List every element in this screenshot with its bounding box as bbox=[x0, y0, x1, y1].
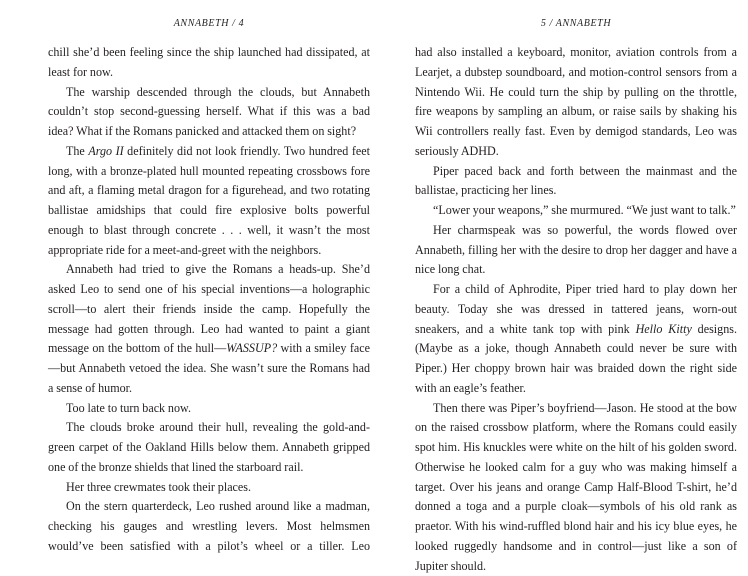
paragraph bbox=[415, 43, 737, 162]
italic-text: Argo II bbox=[88, 144, 123, 158]
text-run: Piper paced back and forth between the mainmast and the ballistae, practicing her lines. bbox=[415, 164, 737, 198]
text-run: “Lower your weapons,” she murmured. “We just want to talk.” bbox=[433, 203, 736, 217]
paragraph bbox=[415, 399, 737, 576]
paragraph bbox=[48, 399, 370, 419]
italic-text: Hello Kitty bbox=[636, 322, 692, 336]
text-run: definitely did not look friendly. Two hundred feet long, with a bronze-plated hull mounted repeating crossbows fore and aft, a flaming metal dragon for a figurehead, and two rotating ballistae amidships that could fire explosive bolts powerful enough to blast through concrete . . . well, it wasn’t the most appropriate ride for a meet-and-greet with the neighbors. bbox=[48, 144, 370, 257]
paragraph bbox=[48, 83, 370, 142]
paragraph bbox=[415, 162, 737, 202]
paragraph bbox=[48, 43, 370, 83]
text-run: The clouds broke around their hull, revealing the gold-and-green carpet of the Oakland Hills below them. Annabeth gripped one of the bronze shields that lined the starboard rail. bbox=[48, 420, 370, 474]
text-run: For a child of Aphrodite, Piper tried hard to play down her beauty. Today she was dressed in tattered jeans, worn-out sneakers, and a white tank top with pink bbox=[415, 282, 737, 336]
text-run: Her charmspeak was so powerful, the words flowed over Annabeth, filling her with the desire to drop her dagger and have a nice long chat. bbox=[415, 223, 737, 277]
paragraph bbox=[415, 280, 737, 399]
italic-text: WASSUP? bbox=[226, 341, 277, 355]
left-page-header: ANNABETH / 4 bbox=[48, 18, 370, 29]
text-run: Her three crewmates took their places. bbox=[66, 480, 251, 494]
paragraph bbox=[48, 260, 370, 398]
paragraph bbox=[415, 201, 737, 221]
right-page-header: 5 / ANNABETH bbox=[415, 18, 737, 29]
paragraph bbox=[415, 221, 737, 280]
text-run: The warship descended through the clouds, but Annabeth couldn’t stop second-guessing herself. What if this was a bad idea? What if the Romans panicked and attacked them on sight? bbox=[48, 85, 370, 139]
paragraph bbox=[48, 478, 370, 498]
paragraph bbox=[48, 497, 370, 556]
text-run: Too late to turn back now. bbox=[66, 401, 191, 415]
paragraph bbox=[48, 142, 370, 261]
text-run: Then there was Piper’s boyfriend—Jason. He stood at the bow on the raised crossbow platform, where the Romans could easily spot him. His knuckles were white on the hilt of his golden sword. Otherwise he looked calm for a guy who was making himself a target. Over his jeans and orange Camp Half-Blood T-shirt, he’d donned a toga and a purple cloak—symbols of his old rank as praetor. With his wind-ruffled blond hair and his icy blue eyes, he looked ruggedly handsome and in control—just like a son of Jupiter should. bbox=[415, 401, 737, 573]
right-page bbox=[415, 0, 737, 561]
text-run: with a smiley face—but Annabeth vetoed the idea. She wasn’t sure the Romans had a sense of humor. bbox=[48, 341, 370, 395]
text-run: The bbox=[66, 144, 88, 158]
text-run: designs. (Maybe as a joke, though Annabeth could never be sure with Piper.) Her choppy brown hair was braided down the right side with an eagle’s feather. bbox=[415, 322, 737, 395]
left-page bbox=[48, 0, 370, 561]
text-run: On the stern quarterdeck, Leo rushed around like a madman, checking his gauges and wrestling levers. Most helmsmen would’ve been satisfied with a pilot’s wheel or a tiller. Leo bbox=[48, 499, 370, 553]
text-run: had also installed a keyboard, monitor, aviation controls from a Learjet, a dubstep soundboard, and motion-control sensors from a Nintendo Wii. He could turn the ship by pulling on the throttle, fire weapons by sampling an album, or raise sails by shaking his Wii controllers really fast. Even by demigod standards, Leo was seriously ADHD. bbox=[415, 45, 737, 158]
text-run: chill she’d been feeling since the ship launched had dissipated, at least for now. bbox=[48, 45, 370, 79]
left-page-body bbox=[48, 43, 370, 557]
right-page-body bbox=[415, 43, 737, 576]
paragraph bbox=[48, 418, 370, 477]
text-run: Annabeth had tried to give the Romans a heads-up. She’d asked Leo to send one of his special inventions—a holographic scroll—to alert their friends inside the camp. Hopefully the message had gotten through. Leo had wanted to paint a giant message on the bottom of the hull— bbox=[48, 262, 370, 355]
